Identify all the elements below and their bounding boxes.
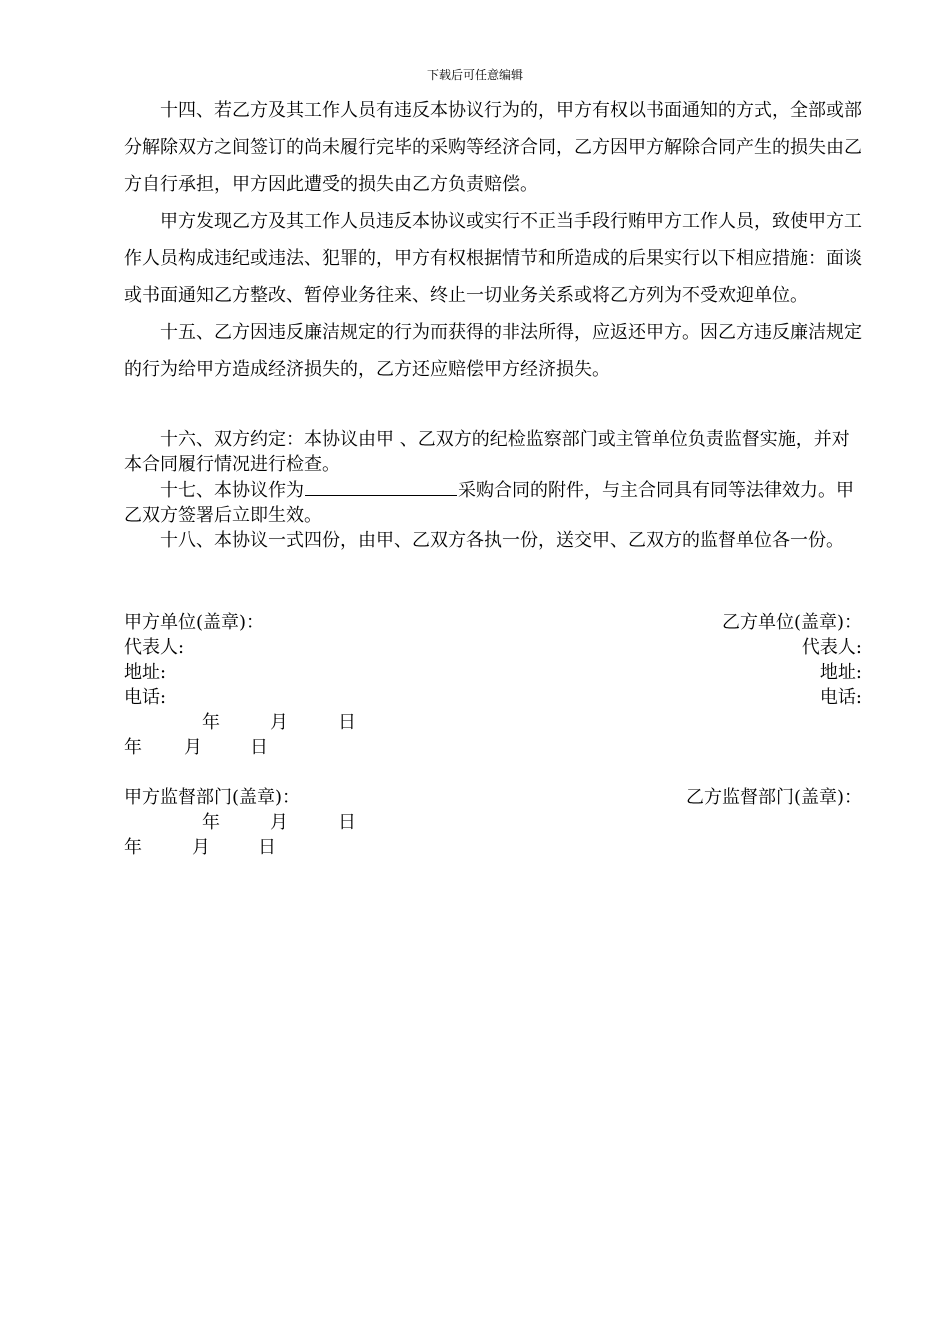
unit-row [124,610,862,635]
clause-16: 十六、双方约定：本协议由甲 、乙双方的纪检监察部门或主管单位负责监督实施，并对本合同履行情况进行检查。 [124,429,850,475]
clause-14-supplement: 甲方发现乙方及其工作人员违反本协议或实行不正当手段行贿甲方工作人员，致使甲方工作人员构成违纪或违法、犯罪的，甲方有权根据情节和所造成的后果实行以下相应措施：面谈或书面通知乙方整改、暂停业务往来、终止一切业务关系或将乙方列为不受欢迎单位。 [124,211,862,306]
supervisor-block [124,785,862,860]
contract-name-blank [305,477,457,496]
signature-block [124,610,862,760]
date-year: 年 [202,812,220,833]
date-year: 年 [202,712,220,733]
party-a-unit-label: 甲方单位(盖章)： [124,612,265,633]
clause-16-block [124,427,866,553]
date-month: 月 [270,712,288,733]
date-day: 日 [338,712,356,733]
clause-18: 十八、本协议一式四份，由甲、乙双方各执一份，送交甲、乙双方的监督单位各一份。 [160,530,844,551]
phone-row [124,685,862,710]
address-row [124,660,862,685]
clause-17-after: 采购合同的附件，与主合同具有同等法律效力。甲乙双方签署后立即生效。 [124,480,854,526]
clause-14: 十四、若乙方及其工作人员有违反本协议行为的，甲方有权以书面通知的方式，全部或部分解除双方之间签订的尚未履行完毕的采购等经济合同，乙方因甲方解除合同产生的损失由乙方自行承担，甲方因此遭受的损失由乙方负责赔偿。 [124,100,862,195]
date-year: 年 [124,737,142,758]
date-row-b [124,735,862,760]
supervisor-row [124,785,862,810]
date-year: 年 [124,837,142,858]
page-header: 下载后可任意编辑 [426,68,523,82]
date-month: 月 [184,737,202,758]
party-b-supervisor-label: 乙方监督部门(盖章)： [685,787,862,808]
party-a-phone-label: 电话: [124,687,167,708]
representative-row [124,635,862,660]
party-b-phone-label: 电话: [819,687,862,708]
date-row-c [124,810,862,835]
date-day: 日 [338,812,356,833]
party-b-unit-label: 乙方单位(盖章)： [721,612,862,633]
party-b-rep-label: 代表人: [801,637,862,658]
clause-15: 十五、乙方因违反廉洁规定的行为而获得的非法所得，应返还甲方。因乙方违反廉洁规定的行为给甲方造成经济损失的，乙方还应赔偿甲方经济损失。 [124,322,862,380]
date-day: 日 [250,737,268,758]
clause-14-block [124,92,866,388]
date-row-d [124,835,862,860]
party-a-address-label: 地址: [124,662,167,683]
clause-17 [124,477,866,528]
clause-17-before: 十七、本协议作为 [160,480,304,501]
date-month: 月 [270,812,288,833]
date-day: 日 [258,837,276,858]
party-a-supervisor-label: 甲方监督部门(盖章)： [124,787,301,808]
date-month: 月 [192,837,210,858]
date-row-a [124,710,862,735]
party-b-address-label: 地址: [819,662,862,683]
party-a-rep-label: 代表人: [124,637,185,658]
